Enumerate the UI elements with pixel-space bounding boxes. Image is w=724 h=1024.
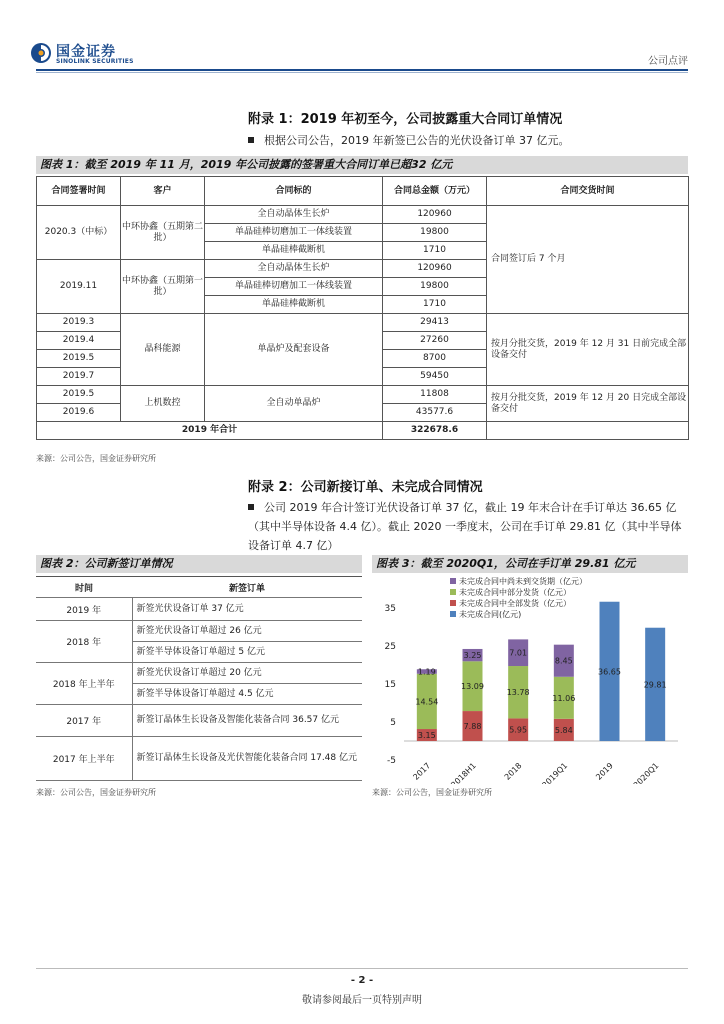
contract-amount: 59450: [383, 368, 487, 386]
contract-amount: 19800: [383, 278, 487, 296]
y-tick-label: 5: [390, 718, 396, 728]
order-text: 新签光伏设备订单 37 亿元: [132, 598, 362, 621]
fig1-source: 来源：公司公告，国金证券研究所: [36, 454, 156, 463]
fig2-source: 来源：公司公告，国金证券研究所: [36, 788, 156, 797]
appendix2-bullet: [248, 498, 688, 555]
footer-note: 敬请参阅最后一页特别声明: [302, 995, 422, 1006]
contract-amount: 11808: [383, 386, 487, 404]
period: 2018 年: [36, 621, 132, 663]
legend-swatch: [450, 600, 456, 606]
table-header: 合同签署时间: [37, 177, 121, 206]
table-row: [36, 737, 362, 781]
client: 中环协鑫（五期第二批）: [121, 206, 205, 260]
total-row: [37, 422, 689, 440]
x-tick-label: 2018H1: [449, 761, 478, 784]
contract-amount: 120960: [383, 260, 487, 278]
data-label: 13.09: [461, 682, 484, 692]
new-orders-table: [36, 576, 362, 781]
contract-date: 2020.3（中标）: [37, 206, 121, 260]
y-tick-label: -5: [387, 756, 396, 766]
y-tick-label: 25: [384, 642, 396, 652]
order-text: 新签光伏设备订单超过 26 亿元: [132, 621, 362, 642]
contract-amount: 120960: [383, 206, 487, 224]
period: 2017 年上半年: [36, 737, 132, 781]
appendix1-bullet-text: 根据公司公告，2019 年新签已公告的光伏设备订单 37 亿元。: [264, 134, 570, 147]
table-header-row: [36, 577, 362, 598]
data-label: 3.15: [417, 731, 436, 741]
data-label: 14.54: [415, 697, 439, 707]
contract-date: 2019.7: [37, 368, 121, 386]
x-tick-label: 2018: [502, 761, 524, 782]
appendix2-bullet-text: 公司 2019 年合计签订光伏设备订单 37 亿，截止 19 年末合计在手订单达 36.65 亿（其中半导体设备 4.4 亿）。截止 2020 一季度末，公司在手订单 29.81 亿（其中半导体设备订单 4.7 亿）: [248, 501, 682, 552]
client: 晶科能源: [121, 314, 205, 386]
legend-item: [450, 576, 587, 587]
contract-amount: 1710: [383, 242, 487, 260]
data-label: 8.45: [554, 656, 573, 666]
x-tick-label: 2019Q1: [540, 761, 570, 784]
contract-date: 2019.4: [37, 332, 121, 350]
y-tick-label: 35: [384, 604, 396, 614]
total-value: 322678.6: [383, 422, 487, 440]
appendix2-title: 附录 2：公司新接订单、未完成合同情况: [248, 480, 483, 495]
table-header: 合同标的: [205, 177, 383, 206]
fig3-source: 来源：公司公告，国金证券研究所: [372, 788, 492, 797]
x-tick-label: 2019: [594, 761, 615, 782]
contract-date: 2019.5: [37, 386, 121, 404]
x-tick-label: 2017: [411, 761, 433, 782]
contract-subject: 全自动晶体生长炉: [205, 206, 383, 224]
data-label: 7.01: [509, 648, 528, 658]
data-label: 13.78: [506, 688, 530, 698]
legend-swatch: [450, 589, 456, 595]
order-text: 新签半导体设备订单超过 5 亿元: [132, 642, 362, 663]
contract-subject: 单晶硅棒截断机: [205, 242, 383, 260]
appendix1-bullet: [248, 131, 569, 150]
period: 2018 年上半年: [36, 663, 132, 705]
order-text: 新签半导体设备订单超过 4.5 亿元: [132, 684, 362, 705]
data-label: 29.81: [643, 680, 667, 690]
data-label: 36.65: [598, 667, 621, 677]
period: 2017 年: [36, 705, 132, 737]
table-header: 客户: [121, 177, 205, 206]
data-label: 3.25: [463, 651, 482, 661]
period: 2019 年: [36, 598, 132, 621]
legend-label: 未完成合同中部分发货（亿元）: [459, 588, 571, 597]
total-empty: [487, 422, 689, 440]
data-label: 5.95: [509, 725, 528, 735]
delivery-time: 合同签订后 7 个月: [487, 206, 689, 314]
fig1-title: 图表 1：截至 2019 年 11 月，2019 年公司披露的签署重大合同订单已超32 亿元: [36, 156, 688, 174]
legend-label: 未完成合同中尚未到交货期（亿元）: [459, 577, 587, 586]
contract-subject: 单晶炉及配套设备: [205, 314, 383, 386]
data-label: 11.06: [552, 693, 576, 703]
order-text: 新签订晶体生长设备及智能化装备合同 36.57 亿元: [132, 705, 362, 737]
contract-amount: 8700: [383, 350, 487, 368]
fig3-title: 图表 3：截至 2020Q1，公司在手订单 29.81 亿元: [372, 555, 688, 573]
contract-amount: 43577.6: [383, 404, 487, 422]
contract-subject: 单晶硅棒切磨加工一体线装置: [205, 224, 383, 242]
chart-legend: [450, 576, 587, 620]
header-divider: [36, 69, 688, 71]
header-divider-thin: [36, 72, 688, 73]
client: 上机数控: [121, 386, 205, 422]
table-row: [37, 206, 689, 224]
legend-label: 未完成合同(亿元): [459, 610, 522, 619]
appendix1-title: 附录 1：2019 年初至今，公司披露重大合同订单情况: [248, 112, 563, 127]
fig2-title: 图表 2：公司新签订单情况: [36, 555, 362, 573]
y-tick-label: 15: [384, 680, 396, 690]
contract-amount: 1710: [383, 296, 487, 314]
client: 中环协鑫（五期第一批）: [121, 260, 205, 314]
logo-english: SINOLINK SECURITIES: [56, 58, 134, 65]
contract-subject: 单晶硅棒切磨加工一体线装置: [205, 278, 383, 296]
table-row: [36, 598, 362, 621]
table-row: [36, 705, 362, 737]
table-header: 合同交货时间: [487, 177, 689, 206]
legend-label: 未完成合同中全部发货（亿元）: [459, 599, 571, 608]
delivery-time: 按月分批交货，2019 年 12 月 31 日前完成全部设备交付: [487, 314, 689, 386]
bullet-icon: [248, 504, 254, 510]
table-header: 合同总金额（万元）: [383, 177, 487, 206]
contracts-table: [36, 176, 689, 440]
contract-subject: 单晶硅棒截断机: [205, 296, 383, 314]
table-header: 时间: [36, 577, 132, 598]
table-header: 新签订单: [132, 577, 362, 598]
report-type: 公司点评: [648, 56, 688, 67]
contract-subject: 全自动单晶炉: [205, 386, 383, 422]
legend-item: [450, 609, 587, 620]
delivery-time: 按月分批交货，2019 年 12 月 20 日完成全部设备交付: [487, 386, 689, 422]
legend-item: [450, 598, 587, 609]
data-label: 7.88: [463, 722, 482, 732]
contract-amount: 19800: [383, 224, 487, 242]
table-row: [37, 314, 689, 332]
footer-divider: [36, 968, 688, 969]
x-tick-label: 2020Q1: [631, 761, 661, 784]
legend-item: [450, 587, 587, 598]
table-row: [36, 663, 362, 684]
contract-date: 2019.5: [37, 350, 121, 368]
bullet-icon: [248, 137, 254, 143]
contract-amount: 27260: [383, 332, 487, 350]
contract-amount: 29413: [383, 314, 487, 332]
order-text: 新签光伏设备订单超过 20 亿元: [132, 663, 362, 684]
table-row: [36, 621, 362, 642]
total-label: 2019 年合计: [37, 422, 383, 440]
data-label: 1.19: [417, 667, 436, 677]
contract-date: 2019.6: [37, 404, 121, 422]
logo-icon: [30, 42, 52, 64]
data-label: 5.84: [554, 725, 573, 735]
legend-swatch: [450, 578, 456, 584]
logo-text: 国金证券: [56, 44, 116, 60]
contract-date: 2019.11: [37, 260, 121, 314]
table-row: [37, 386, 689, 404]
contract-subject: 全自动晶体生长炉: [205, 260, 383, 278]
legend-swatch: [450, 611, 456, 617]
order-text: 新签订晶体生长设备及光伏智能化装备合同 17.48 亿元: [132, 737, 362, 781]
page-number: - 2 -: [350, 975, 374, 986]
contract-date: 2019.3: [37, 314, 121, 332]
table-header-row: [37, 177, 689, 206]
orders-chart: [372, 572, 688, 784]
